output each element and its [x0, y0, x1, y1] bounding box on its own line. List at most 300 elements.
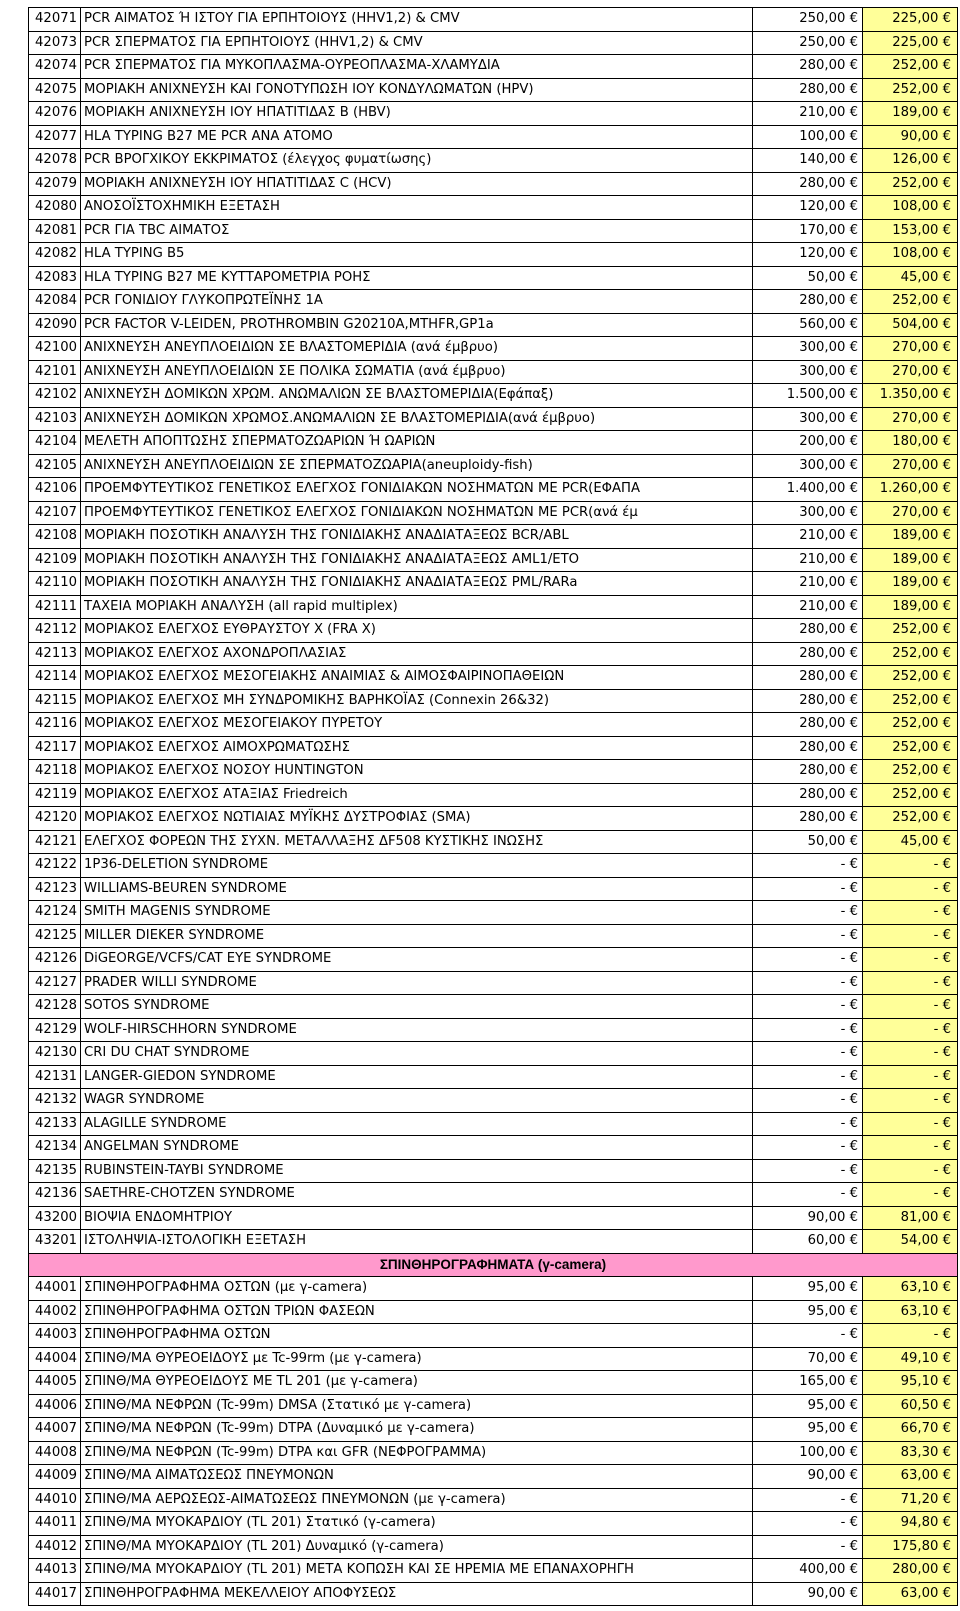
- exam-code-cell: 44013: [29, 1559, 81, 1582]
- table-row: [29, 1207, 958, 1231]
- exam-name-cell: LANGER-GIEDON SYNDROME: [81, 1066, 753, 1089]
- table-row: [29, 1442, 958, 1466]
- discounted-price-cell: 90,00 €: [863, 126, 958, 149]
- table-row: [29, 243, 958, 267]
- price-cell: 140,00 €: [753, 149, 863, 172]
- exam-code-cell: 42080: [29, 196, 81, 219]
- exam-name-cell: ΑΝΙΧΝΕΥΣΗ ΔΟΜΙΚΩΝ ΧΡΩΜ. ΑΝΩΜΑΛΙΩΝ ΣΕ ΒΛΑΣΤΟΜΕΡΙΔΙΑ(Εφάπαξ): [81, 384, 753, 407]
- price-cell: 280,00 €: [753, 760, 863, 783]
- exam-name-cell: ΠΡΟΕΜΦΥΤΕΥΤΙΚΟΣ ΓΕΝΕΤΙΚΟΣ ΕΛΕΓΧΟΣ ΓΟΝΙΔΙΑΚΩΝ ΝΟΣΗΜΑΤΩΝ ΜΕ PCR(ΕΦΑΠΑ: [81, 478, 753, 501]
- discounted-price-cell: 189,00 €: [863, 549, 958, 572]
- table-row: [29, 32, 958, 56]
- exam-code-cell: 42075: [29, 79, 81, 102]
- exam-name-cell: SAETHRE-CHOTZEN SYNDROME: [81, 1183, 753, 1206]
- exam-code-cell: 42105: [29, 455, 81, 478]
- table-row: [29, 1371, 958, 1395]
- discounted-price-cell: - €: [863, 1066, 958, 1089]
- table-row: [29, 713, 958, 737]
- exam-name-cell: RUBINSTEIN-TAYBI SYNDROME: [81, 1160, 753, 1183]
- price-cell: 50,00 €: [753, 267, 863, 290]
- exam-name-cell: ΜΕΛΕΤΗ ΑΠΟΠΤΩΣΗΣ ΣΠΕΡΜΑΤΟΖΩΑΡΙΩΝ Ή ΩΑΡΙΩΝ: [81, 431, 753, 454]
- exam-code-cell: 42128: [29, 995, 81, 1018]
- exam-name-cell: ΣΠΙΝΘ/ΜΑ ΜΥΟΚΑΡΔΙΟΥ (TL 201) ΜΕΤΑ ΚΟΠΩΣΗ ΚΑΙ ΣΕ ΗΡΕΜΙΑ ΜΕ ΕΠΑΝΑΧΟΡΗΓΗ: [81, 1559, 753, 1582]
- exam-code-cell: 42113: [29, 643, 81, 666]
- exam-code-cell: 42123: [29, 878, 81, 901]
- table-row: [29, 1136, 958, 1160]
- exam-code-cell: 42120: [29, 807, 81, 830]
- price-cell: 90,00 €: [753, 1583, 863, 1606]
- discounted-price-cell: 252,00 €: [863, 784, 958, 807]
- discounted-price-cell: 66,70 €: [863, 1418, 958, 1441]
- exam-code-cell: 42109: [29, 549, 81, 572]
- exam-name-cell: ΜΟΡΙΑΚΟΣ ΕΛΕΓΧΟΣ ΜΕΣΟΓΕΙΑΚΟΥ ΠΥΡΕΤΟΥ: [81, 713, 753, 736]
- price-cell: - €: [753, 1019, 863, 1042]
- discounted-price-cell: 54,00 €: [863, 1230, 958, 1253]
- exam-code-cell: 44004: [29, 1348, 81, 1371]
- table-row: [29, 455, 958, 479]
- table-row: [29, 1559, 958, 1583]
- exam-name-cell: ANGELMAN SYNDROME: [81, 1136, 753, 1159]
- table-row: [29, 196, 958, 220]
- discounted-price-cell: 60,50 €: [863, 1395, 958, 1418]
- table-row: [29, 431, 958, 455]
- exam-name-cell: ΑΝΙΧΝΕΥΣΗ ΑΝΕΥΠΛΟΕΙΔΙΩΝ ΣΕ ΠΟΛΙΚΑ ΣΩΜΑΤΙΑ (ανά έμβρυο): [81, 361, 753, 384]
- discounted-price-cell: - €: [863, 1183, 958, 1206]
- price-cell: 90,00 €: [753, 1465, 863, 1488]
- price-cell: 95,00 €: [753, 1301, 863, 1324]
- exam-name-cell: ΜΟΡΙΑΚΟΣ ΕΛΕΓΧΟΣ ΜΕΣΟΓΕΙΑΚΗΣ ΑΝΑΙΜΙΑΣ & ΑΙΜΟΣΦΑΙΡΙΝΟΠΑΘΕΙΩΝ: [81, 666, 753, 689]
- exam-name-cell: ΑΝΙΧΝΕΥΣΗ ΑΝΕΥΠΛΟΕΙΔΙΩΝ ΣΕ ΒΛΑΣΤΟΜΕΡΙΔΙΑ (ανά έμβρυο): [81, 337, 753, 360]
- table-row: [29, 901, 958, 925]
- discounted-price-cell: 270,00 €: [863, 408, 958, 431]
- exam-name-cell: WAGR SYNDROME: [81, 1089, 753, 1112]
- exam-name-cell: PRADER WILLI SYNDROME: [81, 972, 753, 995]
- exam-code-cell: 42116: [29, 713, 81, 736]
- discounted-price-cell: - €: [863, 1089, 958, 1112]
- price-cell: 280,00 €: [753, 290, 863, 313]
- discounted-price-cell: 175,80 €: [863, 1536, 958, 1559]
- price-cell: 280,00 €: [753, 690, 863, 713]
- exam-name-cell: ΣΠΙΝΘ/ΜΑ ΑΕΡΩΣΕΩΣ-ΑΙΜΑΤΩΣΕΩΣ ΠΝΕΥΜΟΝΩΝ (με γ-camera): [81, 1489, 753, 1512]
- discounted-price-cell: 71,20 €: [863, 1489, 958, 1512]
- exam-code-cell: 42135: [29, 1160, 81, 1183]
- discounted-price-cell: 252,00 €: [863, 737, 958, 760]
- table-row: [29, 995, 958, 1019]
- discounted-price-cell: 252,00 €: [863, 666, 958, 689]
- exam-code-cell: 42112: [29, 619, 81, 642]
- price-cell: 120,00 €: [753, 243, 863, 266]
- discounted-price-cell: 63,00 €: [863, 1583, 958, 1606]
- price-cell: 100,00 €: [753, 1442, 863, 1465]
- price-cell: 280,00 €: [753, 807, 863, 830]
- exam-name-cell: ΣΠΙΝΘ/ΜΑ ΝΕΦΡΩΝ (Tc-99m) DMSA (Στατικό με γ-camera): [81, 1395, 753, 1418]
- price-cell: 100,00 €: [753, 126, 863, 149]
- exam-code-cell: 42108: [29, 525, 81, 548]
- exam-name-cell: ΑΝΟΣΟΪΣΤΟΧΗΜΙΚΗ ΕΞΕΤΑΣΗ: [81, 196, 753, 219]
- discounted-price-cell: 189,00 €: [863, 572, 958, 595]
- exam-code-cell: 42132: [29, 1089, 81, 1112]
- price-cell: 170,00 €: [753, 220, 863, 243]
- exam-name-cell: SMITH MAGENIS SYNDROME: [81, 901, 753, 924]
- exam-name-cell: DiGEORGE/VCFS/CAT EYE SYNDROME: [81, 948, 753, 971]
- price-cell: - €: [753, 1512, 863, 1535]
- price-cell: 210,00 €: [753, 596, 863, 619]
- exam-name-cell: ΑΝΙΧΝΕΥΣΗ ΑΝΕΥΠΛΟΕΙΔΙΩΝ ΣΕ ΣΠΕΡΜΑΤΟΖΩΑΡΙΑ(aneuploidy-fish): [81, 455, 753, 478]
- exam-code-cell: 42071: [29, 8, 81, 31]
- exam-code-cell: 42102: [29, 384, 81, 407]
- discounted-price-cell: 45,00 €: [863, 267, 958, 290]
- exam-code-cell: 42122: [29, 854, 81, 877]
- exam-name-cell: ΜΟΡΙΑΚΟΣ ΕΛΕΓΧΟΣ ΑΤΑΞΙΑΣ Friedreich: [81, 784, 753, 807]
- price-cell: - €: [753, 1113, 863, 1136]
- exam-code-cell: 44009: [29, 1465, 81, 1488]
- discounted-price-cell: 63,10 €: [863, 1301, 958, 1324]
- price-cell: 300,00 €: [753, 361, 863, 384]
- exam-code-cell: 42119: [29, 784, 81, 807]
- discounted-price-cell: 94,80 €: [863, 1512, 958, 1535]
- exam-name-cell: CRI DU CHAT SYNDROME: [81, 1042, 753, 1065]
- exam-code-cell: 42124: [29, 901, 81, 924]
- price-cell: 1.400,00 €: [753, 478, 863, 501]
- exam-code-cell: 42081: [29, 220, 81, 243]
- exam-name-cell: ΣΠΙΝΘ/ΜΑ ΘΥΡΕΟΕΙΔΟΥΣ ΜΕ TL 201 (με γ-camera): [81, 1371, 753, 1394]
- discounted-price-cell: 252,00 €: [863, 619, 958, 642]
- price-cell: 95,00 €: [753, 1395, 863, 1418]
- exam-code-cell: 42133: [29, 1113, 81, 1136]
- exam-code-cell: 44012: [29, 1536, 81, 1559]
- table-row: [29, 1512, 958, 1536]
- exam-name-cell: ΣΠΙΝΘ/ΜΑ ΘΥΡΕΟΕΙΔΟΥΣ με Tc-99rm (με γ-camera): [81, 1348, 753, 1371]
- table-row: [29, 1042, 958, 1066]
- table-row: [29, 596, 958, 620]
- price-cell: 200,00 €: [753, 431, 863, 454]
- exam-code-cell: 44003: [29, 1324, 81, 1347]
- exam-name-cell: ALAGILLE SYNDROME: [81, 1113, 753, 1136]
- discounted-price-cell: - €: [863, 1136, 958, 1159]
- discounted-price-cell: 1.350,00 €: [863, 384, 958, 407]
- exam-name-cell: SOTOS SYNDROME: [81, 995, 753, 1018]
- exam-code-cell: 42077: [29, 126, 81, 149]
- exam-code-cell: 42082: [29, 243, 81, 266]
- table-row: [29, 1019, 958, 1043]
- exam-code-cell: 42076: [29, 102, 81, 125]
- exam-code-cell: 42078: [29, 149, 81, 172]
- discounted-price-cell: 153,00 €: [863, 220, 958, 243]
- exam-code-cell: 42079: [29, 173, 81, 196]
- exam-code-cell: 42073: [29, 32, 81, 55]
- table-row: [29, 854, 958, 878]
- exam-code-cell: 42107: [29, 502, 81, 525]
- exam-name-cell: MILLER DIEKER SYNDROME: [81, 925, 753, 948]
- table-row: [29, 55, 958, 79]
- discounted-price-cell: - €: [863, 901, 958, 924]
- table-row: [29, 1230, 958, 1254]
- table-row: [29, 1183, 958, 1207]
- price-cell: 280,00 €: [753, 173, 863, 196]
- exam-code-cell: 42131: [29, 1066, 81, 1089]
- table-row: [29, 1536, 958, 1560]
- table-row: [29, 1324, 958, 1348]
- discounted-price-cell: 270,00 €: [863, 361, 958, 384]
- price-cell: - €: [753, 1160, 863, 1183]
- exam-name-cell: PCR ΒΡΟΓΧΙΚΟΥ ΕΚΚΡΙΜΑΤΟΣ (έλεγχος φυματίωσης): [81, 149, 753, 172]
- exam-name-cell: ΜΟΡΙΑΚΗ ΑΝΙΧΝΕΥΣΗ ΙΟΥ ΗΠΑΤΙΤΙΔΑΣ C (HCV): [81, 173, 753, 196]
- exam-name-cell: ΜΟΡΙΑΚΟΣ ΕΛΕΓΧΟΣ ΜΗ ΣΥΝΔΡΟΜΙΚΗΣ ΒΑΡΗΚΟΪΑΣ (Connexin 26&32): [81, 690, 753, 713]
- price-cell: 280,00 €: [753, 666, 863, 689]
- discounted-price-cell: 270,00 €: [863, 337, 958, 360]
- table-row: [29, 831, 958, 855]
- table-row: [29, 1160, 958, 1184]
- exam-name-cell: PCR FACTOR V-LEIDEN, PROTHROMBIN G20210A,MTHFR,GP1a: [81, 314, 753, 337]
- exam-code-cell: 42130: [29, 1042, 81, 1065]
- table-row: [29, 478, 958, 502]
- discounted-price-cell: 252,00 €: [863, 713, 958, 736]
- exam-name-cell: ΣΠΙΝΘ/ΜΑ ΜΥΟΚΑΡΔΙΟΥ (TL 201) Δυναμικό (γ-camera): [81, 1536, 753, 1559]
- discounted-price-cell: 49,10 €: [863, 1348, 958, 1371]
- exam-name-cell: ΣΠΙΝΘΗΡΟΓΡΑΦΗΜΑ ΟΣΤΩΝ ΤΡΙΩΝ ΦΑΣΕΩΝ: [81, 1301, 753, 1324]
- exam-name-cell: ΜΟΡΙΑΚΟΣ ΕΛΕΓΧΟΣ ΝΟΣΟΥ HUNTINGTON: [81, 760, 753, 783]
- price-cell: 1.500,00 €: [753, 384, 863, 407]
- table-row: [29, 572, 958, 596]
- exam-code-cell: 44001: [29, 1277, 81, 1300]
- price-cell: - €: [753, 1324, 863, 1347]
- exam-name-cell: ΣΠΙΝΘ/ΜΑ ΝΕΦΡΩΝ (Tc-99m) DTPA και GFR (ΝΕΦΡΟΓΡΑΜΜΑ): [81, 1442, 753, 1465]
- price-cell: - €: [753, 1042, 863, 1065]
- discounted-price-cell: 270,00 €: [863, 502, 958, 525]
- discounted-price-cell: 1.260,00 €: [863, 478, 958, 501]
- exam-code-cell: 42101: [29, 361, 81, 384]
- discounted-price-cell: 95,10 €: [863, 1371, 958, 1394]
- price-cell: 280,00 €: [753, 79, 863, 102]
- price-cell: 400,00 €: [753, 1559, 863, 1582]
- exam-code-cell: 44006: [29, 1395, 81, 1418]
- discounted-price-cell: - €: [863, 854, 958, 877]
- exam-code-cell: 42129: [29, 1019, 81, 1042]
- exam-name-cell: ΑΝΙΧΝΕΥΣΗ ΔΟΜΙΚΩΝ ΧΡΩΜΟΣ.ΑΝΩΜΑΛΙΩΝ ΣΕ ΒΛΑΣΤΟΜΕΡΙΔΙΑ(ανά έμβρυο): [81, 408, 753, 431]
- table-row: [29, 1089, 958, 1113]
- discounted-price-cell: 108,00 €: [863, 243, 958, 266]
- table-row: [29, 1583, 958, 1607]
- exam-name-cell: PCR ΓΙΑ TBC ΑΙΜΑΤΟΣ: [81, 220, 753, 243]
- table-row: [29, 173, 958, 197]
- table-row: [29, 408, 958, 432]
- exam-name-cell: ΣΠΙΝΘΗΡΟΓΡΑΦΗΜΑ ΟΣΤΩΝ (με γ-camera): [81, 1277, 753, 1300]
- table-row: [29, 290, 958, 314]
- table-row: [29, 126, 958, 150]
- exam-name-cell: HLA TYPING B5: [81, 243, 753, 266]
- discounted-price-cell: 280,00 €: [863, 1559, 958, 1582]
- discounted-price-cell: 252,00 €: [863, 760, 958, 783]
- exam-name-cell: ΣΠΙΝΘ/ΜΑ ΜΥΟΚΑΡΔΙΟΥ (TL 201) Στατικό (γ-camera): [81, 1512, 753, 1535]
- table-row: [29, 1395, 958, 1419]
- price-cell: - €: [753, 1066, 863, 1089]
- table-row: [29, 666, 958, 690]
- exam-code-cell: 42117: [29, 737, 81, 760]
- discounted-price-cell: 45,00 €: [863, 831, 958, 854]
- price-cell: 280,00 €: [753, 643, 863, 666]
- discounted-price-cell: 252,00 €: [863, 643, 958, 666]
- discounted-price-cell: - €: [863, 1042, 958, 1065]
- exam-code-cell: 42136: [29, 1183, 81, 1206]
- exam-name-cell: ΠΡΟΕΜΦΥΤΕΥΤΙΚΟΣ ΓΕΝΕΤΙΚΟΣ ΕΛΕΓΧΟΣ ΓΟΝΙΔΙΑΚΩΝ ΝΟΣΗΜΑΤΩΝ ΜΕ PCR(ανά έμ: [81, 502, 753, 525]
- exam-code-cell: 42090: [29, 314, 81, 337]
- table-row: [29, 1113, 958, 1137]
- exam-code-cell: 42125: [29, 925, 81, 948]
- exam-name-cell: ΣΠΙΝΘ/ΜΑ ΝΕΦΡΩΝ (Tc-99m) DTPA (Δυναμικό με γ-camera): [81, 1418, 753, 1441]
- table-row: [29, 972, 958, 996]
- exam-code-cell: 44002: [29, 1301, 81, 1324]
- exam-code-cell: 42121: [29, 831, 81, 854]
- price-cell: 560,00 €: [753, 314, 863, 337]
- exam-name-cell: PCR ΣΠΕΡΜΑΤΟΣ ΓΙΑ ΜΥΚΟΠΛΑΣΜΑ-ΟΥΡΕΟΠΛΑΣΜΑ-ΧΛΑΜΥΔΙΑ: [81, 55, 753, 78]
- table-row: [29, 643, 958, 667]
- price-cell: 210,00 €: [753, 102, 863, 125]
- discounted-price-cell: 189,00 €: [863, 102, 958, 125]
- discounted-price-cell: 83,30 €: [863, 1442, 958, 1465]
- discounted-price-cell: - €: [863, 1160, 958, 1183]
- discounted-price-cell: 180,00 €: [863, 431, 958, 454]
- table-row: [29, 102, 958, 126]
- exam-code-cell: 42084: [29, 290, 81, 313]
- table-row: [29, 220, 958, 244]
- exam-name-cell: ΜΟΡΙΑΚΟΣ ΕΛΕΓΧΟΣ ΑΧΟΝΔΡΟΠΛΑΣΙΑΣ: [81, 643, 753, 666]
- table-row: [29, 337, 958, 361]
- discounted-price-cell: 252,00 €: [863, 690, 958, 713]
- price-cell: - €: [753, 901, 863, 924]
- price-cell: 70,00 €: [753, 1348, 863, 1371]
- table-row: [29, 1066, 958, 1090]
- table-row: [29, 1489, 958, 1513]
- discounted-price-cell: 225,00 €: [863, 8, 958, 31]
- exam-code-cell: 42106: [29, 478, 81, 501]
- price-cell: - €: [753, 854, 863, 877]
- price-cell: 250,00 €: [753, 8, 863, 31]
- price-cell: - €: [753, 1136, 863, 1159]
- discounted-price-cell: 504,00 €: [863, 314, 958, 337]
- table-row: [29, 760, 958, 784]
- price-cell: 280,00 €: [753, 55, 863, 78]
- exam-name-cell: ΕΛΕΓΧΟΣ ΦΟΡΕΩΝ ΤΗΣ ΣΥΧΝ. ΜΕΤΑΛΛΑΞΗΣ ΔF508 ΚΥΣΤΙΚΗΣ ΙΝΩΣΗΣ: [81, 831, 753, 854]
- table-row: [29, 149, 958, 173]
- table-row: [29, 784, 958, 808]
- discounted-price-cell: 81,00 €: [863, 1207, 958, 1230]
- exam-name-cell: 1P36-DELETION SYNDROME: [81, 854, 753, 877]
- exam-name-cell: HLA TYPING B27 ΜΕ ΚΥΤΤΑΡΟΜΕΤΡΙΑ ΡΟΗΣ: [81, 267, 753, 290]
- discounted-price-cell: 189,00 €: [863, 596, 958, 619]
- exam-name-cell: ΜΟΡΙΑΚΗ ΠΟΣΟΤΙΚΗ ΑΝΑΛΥΣΗ ΤΗΣ ΓΟΝΙΔΙΑΚΗΣ ΑΝΑΔΙΑΤΑΞΕΩΣ BCR/ABL: [81, 525, 753, 548]
- exam-name-cell: ΣΠΙΝΘ/ΜΑ ΑΙΜΑΤΩΣΕΩΣ ΠΝΕΥΜΟΝΩΝ: [81, 1465, 753, 1488]
- price-cell: 300,00 €: [753, 455, 863, 478]
- price-cell: - €: [753, 972, 863, 995]
- price-cell: 300,00 €: [753, 337, 863, 360]
- table-row: [29, 948, 958, 972]
- discounted-price-cell: - €: [863, 948, 958, 971]
- exam-name-cell: ΙΣΤΟΛΗΨΙΑ-ΙΣΤΟΛΟΓΙΚΗ ΕΞΕΤΑΣΗ: [81, 1230, 753, 1253]
- exam-name-cell: PCR ΓΟΝΙΔΙΟΥ ΓΛΥΚΟΠΡΩΤΕΪΝΗΣ 1Α: [81, 290, 753, 313]
- price-cell: 280,00 €: [753, 737, 863, 760]
- exam-code-cell: 44005: [29, 1371, 81, 1394]
- table-row: [29, 690, 958, 714]
- discounted-price-cell: - €: [863, 972, 958, 995]
- exam-code-cell: 42103: [29, 408, 81, 431]
- exam-name-cell: ΜΟΡΙΑΚΗ ΠΟΣΟΤΙΚΗ ΑΝΑΛΥΣΗ ΤΗΣ ΓΟΝΙΔΙΑΚΗΣ ΑΝΑΔΙΑΤΑΞΕΩΣ PML/RARa: [81, 572, 753, 595]
- table-row: [29, 1301, 958, 1325]
- exam-code-cell: 42074: [29, 55, 81, 78]
- exam-code-cell: 44010: [29, 1489, 81, 1512]
- price-cell: 210,00 €: [753, 549, 863, 572]
- exam-code-cell: 42110: [29, 572, 81, 595]
- exam-code-cell: 43201: [29, 1230, 81, 1253]
- price-cell: 280,00 €: [753, 713, 863, 736]
- price-cell: 210,00 €: [753, 525, 863, 548]
- discounted-price-cell: 126,00 €: [863, 149, 958, 172]
- exam-name-cell: PCR ΑΙΜΑΤΟΣ Ή ΙΣΤΟΥ ΓΙΑ ΕΡΠΗΤΟΙΟΥΣ (HHV1,2) & CMV: [81, 8, 753, 31]
- discounted-price-cell: 225,00 €: [863, 32, 958, 55]
- price-cell: 280,00 €: [753, 784, 863, 807]
- price-cell: - €: [753, 1089, 863, 1112]
- discounted-price-cell: 252,00 €: [863, 79, 958, 102]
- table-row: [29, 807, 958, 831]
- price-cell: 90,00 €: [753, 1207, 863, 1230]
- exam-name-cell: ΜΟΡΙΑΚΗ ΠΟΣΟΤΙΚΗ ΑΝΑΛΥΣΗ ΤΗΣ ΓΟΝΙΔΙΑΚΗΣ ΑΝΑΔΙΑΤΑΞΕΩΣ AML1/ETO: [81, 549, 753, 572]
- price-cell: 165,00 €: [753, 1371, 863, 1394]
- discounted-price-cell: - €: [863, 1113, 958, 1136]
- discounted-price-cell: 108,00 €: [863, 196, 958, 219]
- price-cell: 60,00 €: [753, 1230, 863, 1253]
- exam-name-cell: ΣΠΙΝΘΗΡΟΓΡΑΦΗΜΑ ΟΣΤΩΝ: [81, 1324, 753, 1347]
- discounted-price-cell: 252,00 €: [863, 290, 958, 313]
- exam-code-cell: 42111: [29, 596, 81, 619]
- exam-code-cell: 44017: [29, 1583, 81, 1606]
- exam-code-cell: 44011: [29, 1512, 81, 1535]
- exam-code-cell: 42114: [29, 666, 81, 689]
- table-row: [29, 737, 958, 761]
- exam-name-cell: ΜΟΡΙΑΚΟΣ ΕΛΕΓΧΟΣ ΕΥΘΡΑΥΣΤΟΥ Χ (FRA X): [81, 619, 753, 642]
- exam-name-cell: WILLIAMS-BEUREN SYNDROME: [81, 878, 753, 901]
- exam-name-cell: ΣΠΙΝΘΗΡΟΓΡΑΦΗΜΑ ΜΕΚΕΛΛΕΙΟΥ ΑΠΟΦΥΣΕΩΣ: [81, 1583, 753, 1606]
- price-table: [28, 7, 958, 1606]
- exam-name-cell: PCR ΣΠΕΡΜΑΤΟΣ ΓΙΑ ΕΡΠΗΤΟΙΟΥΣ (HHV1,2) & CMV: [81, 32, 753, 55]
- table-row: [29, 1348, 958, 1372]
- price-cell: - €: [753, 948, 863, 971]
- price-cell: - €: [753, 925, 863, 948]
- exam-name-cell: ΜΟΡΙΑΚΗ ΑΝΙΧΝΕΥΣΗ ΚΑΙ ΓΟΝΟΤΥΠΩΣΗ ΙΟΥ ΚΟΝΔΥΛΩΜΑΤΩΝ (HPV): [81, 79, 753, 102]
- price-cell: 120,00 €: [753, 196, 863, 219]
- discounted-price-cell: 252,00 €: [863, 807, 958, 830]
- price-cell: 210,00 €: [753, 572, 863, 595]
- exam-name-cell: ΤΑΧΕΙΑ ΜΟΡΙΑΚΗ ΑΝΑΛΥΣΗ (all rapid multiplex): [81, 596, 753, 619]
- price-cell: 280,00 €: [753, 619, 863, 642]
- table-row: [29, 361, 958, 385]
- table-row: [29, 525, 958, 549]
- exam-code-cell: 43200: [29, 1207, 81, 1230]
- price-cell: - €: [753, 1489, 863, 1512]
- exam-code-cell: 42100: [29, 337, 81, 360]
- price-cell: 300,00 €: [753, 502, 863, 525]
- price-cell: 50,00 €: [753, 831, 863, 854]
- price-cell: 300,00 €: [753, 408, 863, 431]
- price-cell: 250,00 €: [753, 32, 863, 55]
- exam-code-cell: 42127: [29, 972, 81, 995]
- discounted-price-cell: - €: [863, 925, 958, 948]
- discounted-price-cell: - €: [863, 878, 958, 901]
- table-row: [29, 878, 958, 902]
- exam-name-cell: ΜΟΡΙΑΚΗ ΑΝΙΧΝΕΥΣΗ ΙΟΥ ΗΠΑΤΙΤΙΔΑΣ Β (HBV): [81, 102, 753, 125]
- price-cell: 95,00 €: [753, 1277, 863, 1300]
- exam-code-cell: 42126: [29, 948, 81, 971]
- price-cell: - €: [753, 878, 863, 901]
- discounted-price-cell: - €: [863, 1019, 958, 1042]
